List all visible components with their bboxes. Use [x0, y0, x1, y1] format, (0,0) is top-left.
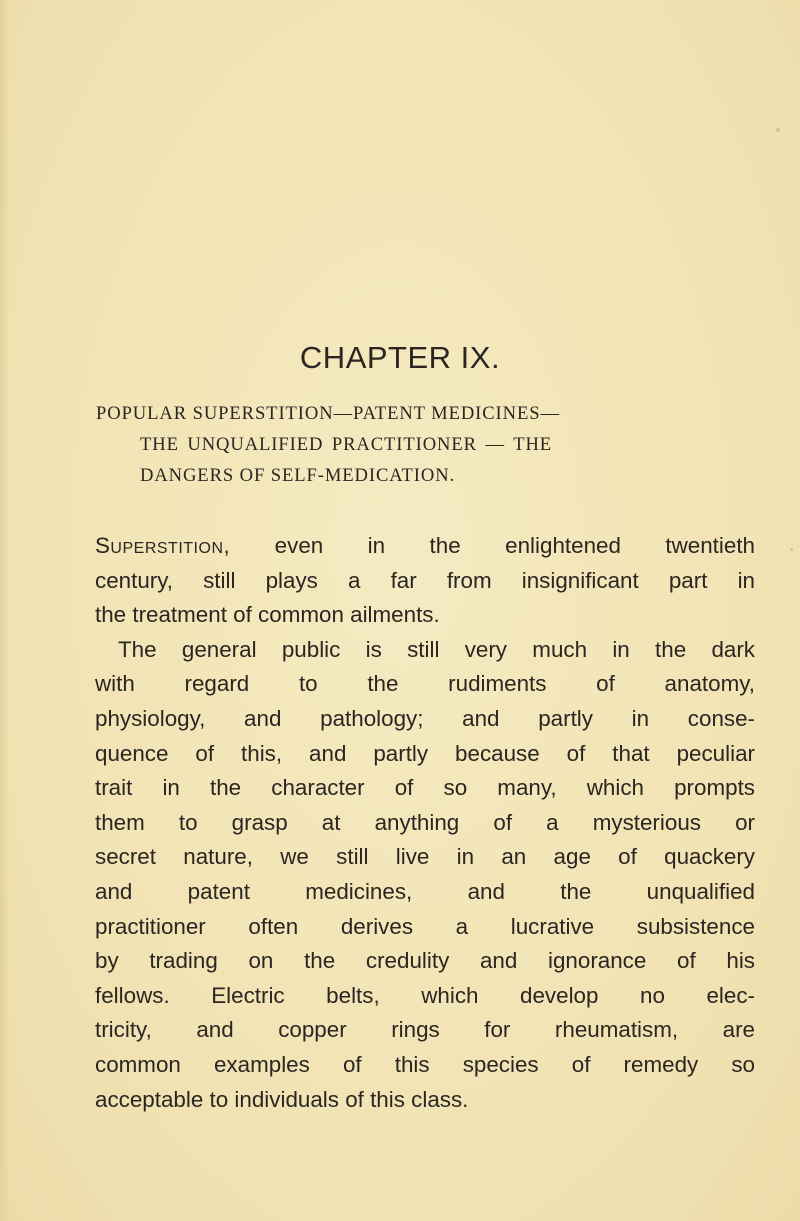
text-line: quence of this, and partly because of that peculiar [95, 740, 755, 766]
text-line: secret nature, we still live in an age of quackery [95, 844, 755, 870]
text-line: with regard to the rudiments of anatomy, [95, 671, 755, 697]
subtitle-line: DANGERS OF SELF-MEDICATION. [140, 465, 456, 486]
chapter-title: CHAPTER IX. [299, 340, 501, 375]
text-line: them to grasp at anything of a mysterious or [95, 809, 755, 835]
text-line: The general public is still very much in the dark [118, 636, 755, 662]
text-line: fellows. Electric belts, which develop no elec- [95, 982, 755, 1008]
text-line: by trading on the credulity and ignorance of his [95, 948, 755, 974]
text-line: common examples of this species of remedy so [95, 1051, 755, 1077]
paper-speck [790, 548, 793, 551]
text-line: tricity, and copper rings for rheumatism, are [95, 1017, 755, 1043]
text-line: the treatment of common ailments. [95, 602, 440, 628]
text-line: practitioner often derives a lucrative subsistence [95, 913, 755, 939]
subtitle-line: THE UNQUALIFIED PRACTITIONER — THE [140, 434, 553, 455]
text-line: trait in the character of so many, which prompts [95, 775, 755, 801]
text-line [95, 529, 755, 564]
body-text [95, 529, 755, 1117]
paper-speck [776, 128, 780, 132]
text-line: and patent medicines, and the unqualified [95, 878, 755, 904]
text-line: century, still plays a far from insignificant part in [95, 567, 755, 593]
text-line: acceptable to individuals of this class. [95, 1086, 469, 1112]
lead-word: Superstition, [95, 533, 231, 558]
text-line-rest: even in the enlightened twentieth [230, 533, 755, 558]
subtitle-line: POPULAR SUPERSTITION—PATENT MEDICINES— [96, 403, 560, 424]
chapter-subtitle [96, 398, 758, 491]
page-edge-shadow [0, 0, 10, 1221]
text-line: physiology, and pathology; and partly in conse- [95, 705, 755, 731]
